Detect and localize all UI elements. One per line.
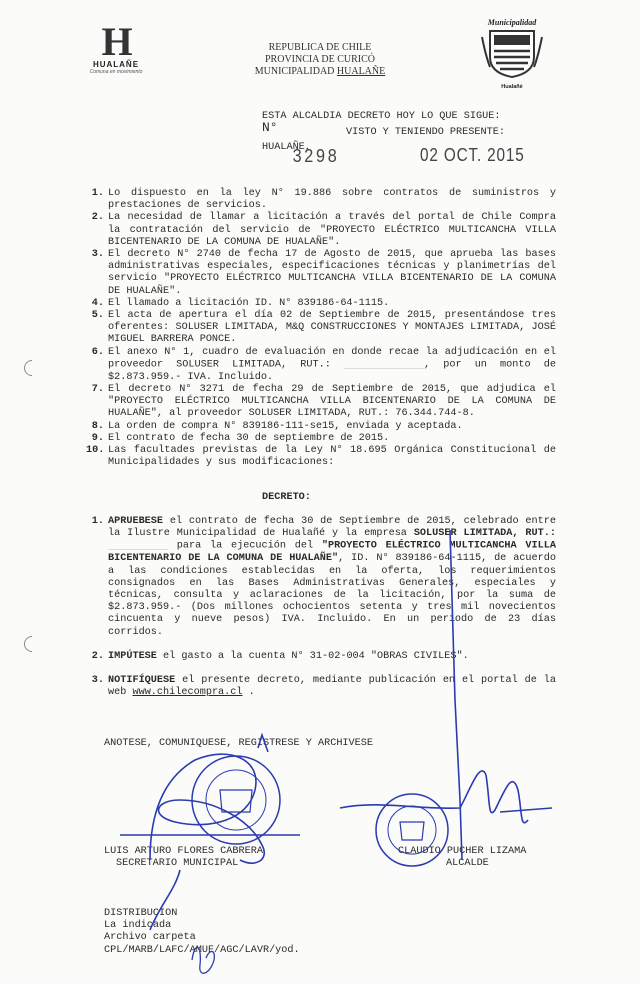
- considerando-item: 5. El acta de apertura el día 02 de Septiembre de 2015, presentándose tres oferentes: SOLUSER LIMITADA, M&Q CONSTRUCCIONES Y MONTAJES LIMITADA, JOSÉ MIGUEL BARRERA PONCE.: [91, 310, 556, 346]
- decree-date-stamp: 02 OCT. 2015: [420, 145, 525, 165]
- resolutivo-item: 2. IMPÚTESE el gasto a la cuenta N° 31-02-004 "OBRAS CIVILES".: [91, 650, 469, 662]
- decree-number-label: N°: [262, 120, 278, 135]
- seal-title: Municipalidad: [487, 18, 537, 27]
- distribution-line: Archivo carpeta: [104, 932, 196, 944]
- considerando-item: 4. El llamado a licitación ID. N° 839186-64-1115.: [91, 297, 390, 309]
- distribution-line: CPL/MARB/LAFC/AMUF/AGC/LAVR/yod.: [104, 944, 300, 956]
- decree-intro: ESTA ALCALDIA DECRETO HOY LO QUE SIGUE:: [262, 111, 501, 122]
- mayor-title: ALCALDE: [446, 858, 489, 869]
- considerando-item: 1. Lo dispuesto en la ley N° 19.886 sobre contratos de suministros y prestaciones de servicios.: [91, 188, 556, 212]
- seal-place: Hualañé: [501, 84, 523, 90]
- secretary-stamp-icon: [192, 756, 280, 844]
- considerando-item: 8. La orden de compra N° 839186-111-se15, enviada y aceptada.: [91, 420, 463, 432]
- considerando-item: 3. El decreto N° 2740 de fecha 17 de Agosto de 2015, que aprueba las bases administrativas especiales, especificaciones técnicas y planimetrías del servicio "PROYECTO ELÉCTRICO MULTICANCHA VILLA BICENTENARIO DE LA COMUNA DE HUALAÑE".: [91, 249, 556, 297]
- considerando-item: 6. El anexo N° 1, cuadro de evaluación en donde recae la adjudicación en el proveedor SOLUSER LIMITADA, RUT.: , por un monto de $2.873.959.- IVA. Incluido.: [91, 346, 556, 383]
- initials-signature-icon: [192, 947, 214, 973]
- logo-slogan: Comuna en movimiento: [89, 69, 143, 75]
- logo-mark: H: [101, 19, 131, 64]
- decreto-title: DECRETO:: [262, 492, 311, 503]
- considerando-item: 2. La necesidad de llamar a licitación a través del portal de Chile Compra la contratación del servicio de "PROYECTO ELÉCTRICO MULTICANCHA VILLA BICENTENARIO DE LA COMUNA DE HUALAÑE".: [91, 212, 556, 248]
- chilecompra-link[interactable]: www.chilecompra.cl: [132, 687, 243, 699]
- secretary-name: LUIS ARTURO FLORES CABRERA: [104, 846, 263, 857]
- header-municipality: MUNICIPALIDAD HUALAÑE: [254, 66, 386, 77]
- considerando-item: 7. El decreto N° 3271 de fecha 29 de Septiembre de 2015, que adjudica el "PROYECTO ELÉCTRICO MULTICANCHA VILLA BICENTENARIO DE LA COMUNA DE HUALAÑE", al proveedor SOLUSER LIMITADA, RUT.: 76.344.744-8.: [91, 383, 556, 420]
- mayor-name: CLAUDIO PUCHER LIZAMA: [398, 846, 527, 857]
- distribution-line: La indicada: [104, 920, 172, 932]
- logo-name: HUALAÑE: [92, 60, 140, 69]
- header-province: PROVINCIA DE CURICÓ: [264, 54, 375, 65]
- resolutivo-item: 1. APRUEBESE el contrato de fecha 30 de Septiembre de 2015, celebrado entre la Ilustre Municipalidad de Hualañé y la empresa SOLUSER LIMITADA, RUT.: para la ejecución del "PROYECTO ELÉCTRICO MULTICANCHA VILLA BICENTENARIO DE LA COMUNA DE HUALAÑE", ID. N° 839186-64-1115, de acuerdo a las condiciones establecidas en la oferta, los requerimientos consignados en las Bases Administrativas Generales, especiales y técnicas, consulta y aclaraciones de la licitación, por la suma de $2.873.959.- (Dos millones ochocientos setenta y tres mil novecientos cincuenta y nueve pesos) IVA. Incluido. En un periodo de 23 días corridos.: [91, 516, 556, 638]
- place-label: HUALAÑE,: [262, 142, 311, 153]
- anotese-line: ANOTESE, COMUNIQUESE, REGISTRESE Y ARCHIVESE: [104, 738, 373, 749]
- visto-line: VISTO Y TENIENDO PRESENTE:: [346, 127, 505, 138]
- header-country: REPUBLICA DE CHILE: [268, 42, 372, 53]
- considerando-item: 10. Las facultades previstas de la Ley N° 18.695 Orgánica Constitucional de Municipalidades y sus modificaciones:: [86, 444, 556, 469]
- considerando-item: 9. El contrato de fecha 30 de septiembre de 2015.: [91, 432, 390, 444]
- resolutivo-item: 3. NOTIFÍQUESE el presente decreto, mediante publicación en el portal de la web www.chilecompra.cl .: [91, 674, 556, 699]
- mayor-signature-icon: [340, 530, 552, 860]
- decree-number-stamp: 3298: [292, 146, 340, 166]
- distribution-title: DISTRIBUCION: [104, 908, 178, 919]
- secretary-title: SECRETARIO MUNICIPAL: [116, 858, 239, 869]
